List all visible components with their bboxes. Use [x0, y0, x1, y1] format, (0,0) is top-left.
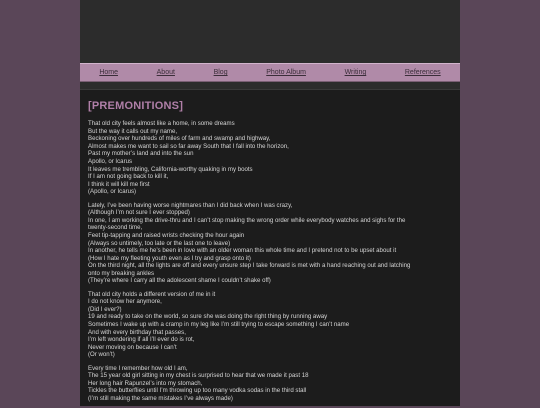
nav-home[interactable]: Home	[99, 69, 118, 76]
poem-line: Almost makes me want to sail so far away South that I fall into the horizon,	[88, 142, 289, 150]
poem-line: Never moving on because I can’t	[88, 343, 177, 351]
poem-line: It leaves me trembling, California-worthy quaking in my boots	[88, 165, 253, 173]
nav-about[interactable]: About	[156, 69, 175, 76]
poem-line: Her long hair Rapunzel’s into my stomach,	[88, 379, 203, 387]
poem-line: On the third night, all the lights are off and every unsure step I take forward is met with a hand reaching out and latching	[88, 262, 411, 270]
poem-line: (How I hate my fleeting youth even as I try and grasp onto it)	[88, 254, 251, 262]
poem-line: I do not know her anymore,	[88, 298, 162, 306]
poem-line: Lately, I’ve been having worse nightmares than I did back when I was crazy,	[88, 201, 293, 209]
poem-line: twenty-second time,	[88, 224, 143, 232]
poem-stanza	[88, 365, 458, 403]
poem-line: In one, I am working the drive-thru and I can’t stop making the wrong order while everybody watches and sighs for the	[88, 216, 406, 224]
poem-line: (Although I’m not sure I ever stopped)	[88, 209, 190, 217]
nav-blog[interactable]: Blog	[213, 69, 228, 76]
poem-line: (Or won’t)	[88, 351, 115, 359]
poem-line: Apollo, or Icarus	[88, 157, 133, 165]
poem-line: Tickles the butterflies until I’m throwing up too many vodka sodas in the third stall	[88, 387, 307, 395]
poem-line: onto my breaking ankles	[88, 269, 155, 277]
poem-line: I’m left wondering if all I’ll ever do is rot,	[88, 336, 195, 344]
poem-line: (They’re where I carry all the adolescent shame I couldn’t shake off)	[88, 277, 271, 285]
poem-line: Every time I remember how old I am,	[88, 364, 188, 372]
poem-line: (I’m still making the same mistakes I’ve always made)	[88, 394, 233, 402]
poem-line: (Did I ever?)	[88, 305, 122, 313]
poem-line: That old city holds a different version of me in it	[88, 290, 216, 298]
poem-line: And with every birthday that passes,	[88, 328, 186, 336]
poem-line: Feet tip-tapping and raised wrists checking the hour again	[88, 231, 245, 239]
nav-references[interactable]: References	[404, 69, 441, 76]
poem-line: In another, he tells me he’s been in love with an older woman this whole time and I pretend not to be upset about it	[88, 247, 397, 255]
poem-line: Sometimes I wake up with a cramp in my leg like I’m still trying to escape something I can’t name	[88, 321, 350, 329]
poem-line: 19 and ready to take on the world, so sure she was doing the right thing by running away	[88, 313, 328, 321]
poem-stanza	[88, 291, 458, 359]
poem-line: (Always so untimely, too late or the last one to leave)	[88, 239, 231, 247]
content-area	[80, 89, 460, 406]
poem-line: If I am not going back to kill it,	[88, 173, 169, 181]
poem-line: I think it will kill me first	[88, 180, 150, 188]
post-title: [PREMONITIONS]	[88, 100, 184, 112]
nav-photo-album[interactable]: Photo Album	[266, 69, 306, 76]
poem-line: (Apollo, or Icarus)	[88, 188, 137, 196]
nav-writing[interactable]: Writing	[344, 69, 367, 76]
poem-body	[88, 120, 458, 408]
poem-line: The 15 year old girl sitting in my chest is surprised to hear that we made it past 18	[88, 372, 309, 380]
poem-line: Past my mother’s land and into the sun	[88, 150, 194, 158]
poem-line: That old city feels almost like a home, in some dreams	[88, 120, 235, 127]
main-nav	[80, 63, 460, 82]
site-header	[80, 0, 460, 63]
poem-stanza	[88, 202, 458, 286]
poem-line: Beckoning over hundreds of miles of farm and swamp and highway,	[88, 135, 271, 143]
poem-stanza	[88, 120, 458, 196]
page-container	[80, 0, 460, 405]
poem-line: But the way it calls out my name,	[88, 127, 178, 135]
